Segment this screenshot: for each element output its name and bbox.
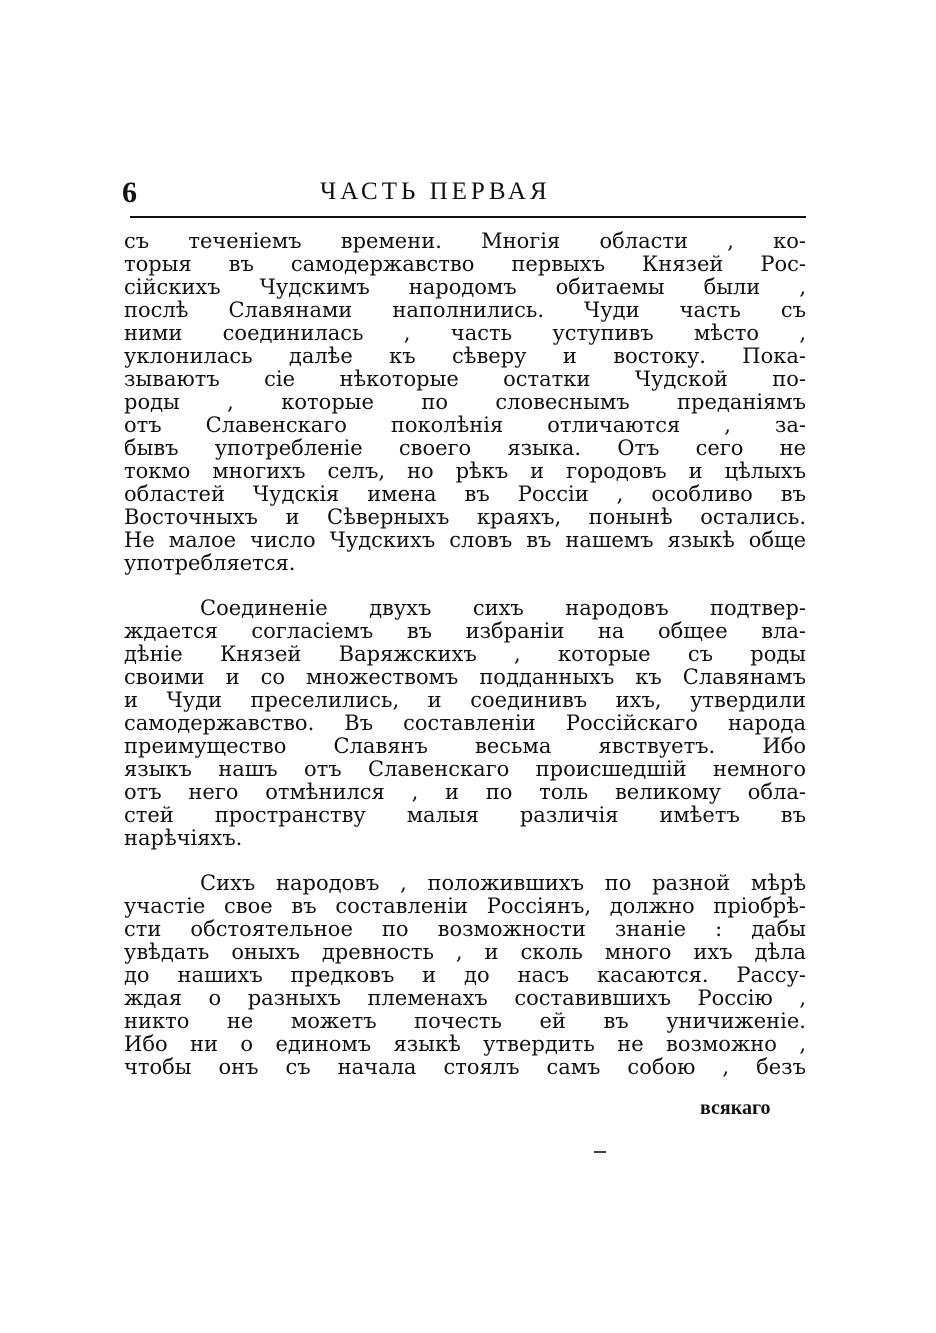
text-line: участіе свое въ составленіи Россіянъ, должно пріобрѣ- (124, 894, 806, 918)
page-header (122, 174, 806, 214)
text-line: торыя въ самодержавство первыхъ Князей Рос- (124, 252, 806, 276)
text-line: послѣ Славянами наполнились. Чуди часть съ (124, 298, 806, 322)
printing-speck (594, 1151, 606, 1153)
text-line: токмо многихъ селъ, но рѣкъ и городовъ и цѣлыхъ (124, 459, 806, 483)
text-line: стей пространству малыя различія имѣетъ въ (124, 803, 806, 827)
text-line: роды , которые по словеснымъ преданіямъ (124, 390, 806, 414)
text-line: увѣдать оныхъ древность , и сколь много ихъ дѣла (124, 940, 806, 964)
text-line: ждая о разныхъ племенахъ составившихъ Россію , (124, 986, 806, 1010)
text-line: сти обстоятельное по возможности знаніе : дабы (124, 917, 806, 941)
text-line: языкъ нашъ отъ Славенскаго происшедшій немного (124, 757, 806, 781)
paragraph-gap (124, 850, 806, 872)
paragraph-2 (124, 597, 806, 850)
text-line: Соединеніе двухъ сихъ народовъ подтвер- (200, 596, 806, 620)
text-line: ними соединилась , часть уступивъ мѣсто , (124, 321, 806, 345)
text-line: бывъ употребленіе своего языка. Отъ сего не (124, 436, 806, 460)
text-line: нарѣчіяхъ. (124, 826, 243, 850)
text-line: отъ Славенскаго поколѣнія отличаются , за- (124, 413, 806, 437)
text-line: самодержавство. Въ составленіи Россійскаго народа (124, 711, 806, 735)
text-line: съ теченіемъ времени. Многія области , ко- (124, 229, 806, 253)
text-line: Восточныхъ и Сѣверныхъ краяхъ, понынѣ остались. (124, 505, 806, 529)
paragraph-1 (124, 230, 806, 575)
catchword: всякаго (700, 1097, 771, 1119)
text-line: Сихъ народовъ , положившихъ по разной мѣрѣ (200, 871, 806, 895)
text-line: чтобы онъ съ начала стоялъ самъ собою , безъ (124, 1055, 806, 1079)
text-line: употребляется. (124, 551, 296, 575)
text-line: Ибо ни о единомъ языкѣ утвердить не возможно , (124, 1032, 806, 1056)
header-rule (130, 216, 806, 218)
text-line: дѣніе Князей Варяжскихъ , которые съ роды (124, 642, 806, 666)
text-line: Не малое число Чудскихъ словъ въ нашемъ языкѣ обще (124, 528, 806, 552)
text-line: никто не можетъ почесть ей въ уничиженіе. (124, 1009, 806, 1033)
paragraph-3 (124, 872, 806, 1079)
page-number: 6 (122, 176, 137, 209)
text-line: ждается согласіемъ въ избраніи на общее вла- (124, 619, 806, 643)
text-line: областей Чудскія имена въ Россіи , особливо въ (124, 482, 806, 506)
text-line: и Чуди преселились, и соединивъ ихъ, утвердили (124, 688, 806, 712)
text-line: сійскихъ Чудскимъ народомъ обитаемы были , (124, 275, 806, 299)
running-head: ЧАСТЬ ПЕРВАЯ (320, 178, 551, 205)
text-line: зываютъ сіе нѣкоторые остатки Чудской по- (124, 367, 806, 391)
text-line: отъ него отмѣнился , и по толь великому обла- (124, 780, 806, 804)
text-line: преимущество Славянъ весьма явствуетъ. Ибо (124, 734, 806, 758)
text-line: до нашихъ предковъ и до насъ касаются. Рассу- (124, 963, 806, 987)
text-line: уклонилась далѣе къ сѣверу и востоку. Пока- (124, 344, 806, 368)
body-text (124, 230, 806, 1079)
paragraph-gap (124, 575, 806, 597)
text-line: своими и со множествомъ подданныхъ къ Славянамъ (124, 665, 806, 689)
